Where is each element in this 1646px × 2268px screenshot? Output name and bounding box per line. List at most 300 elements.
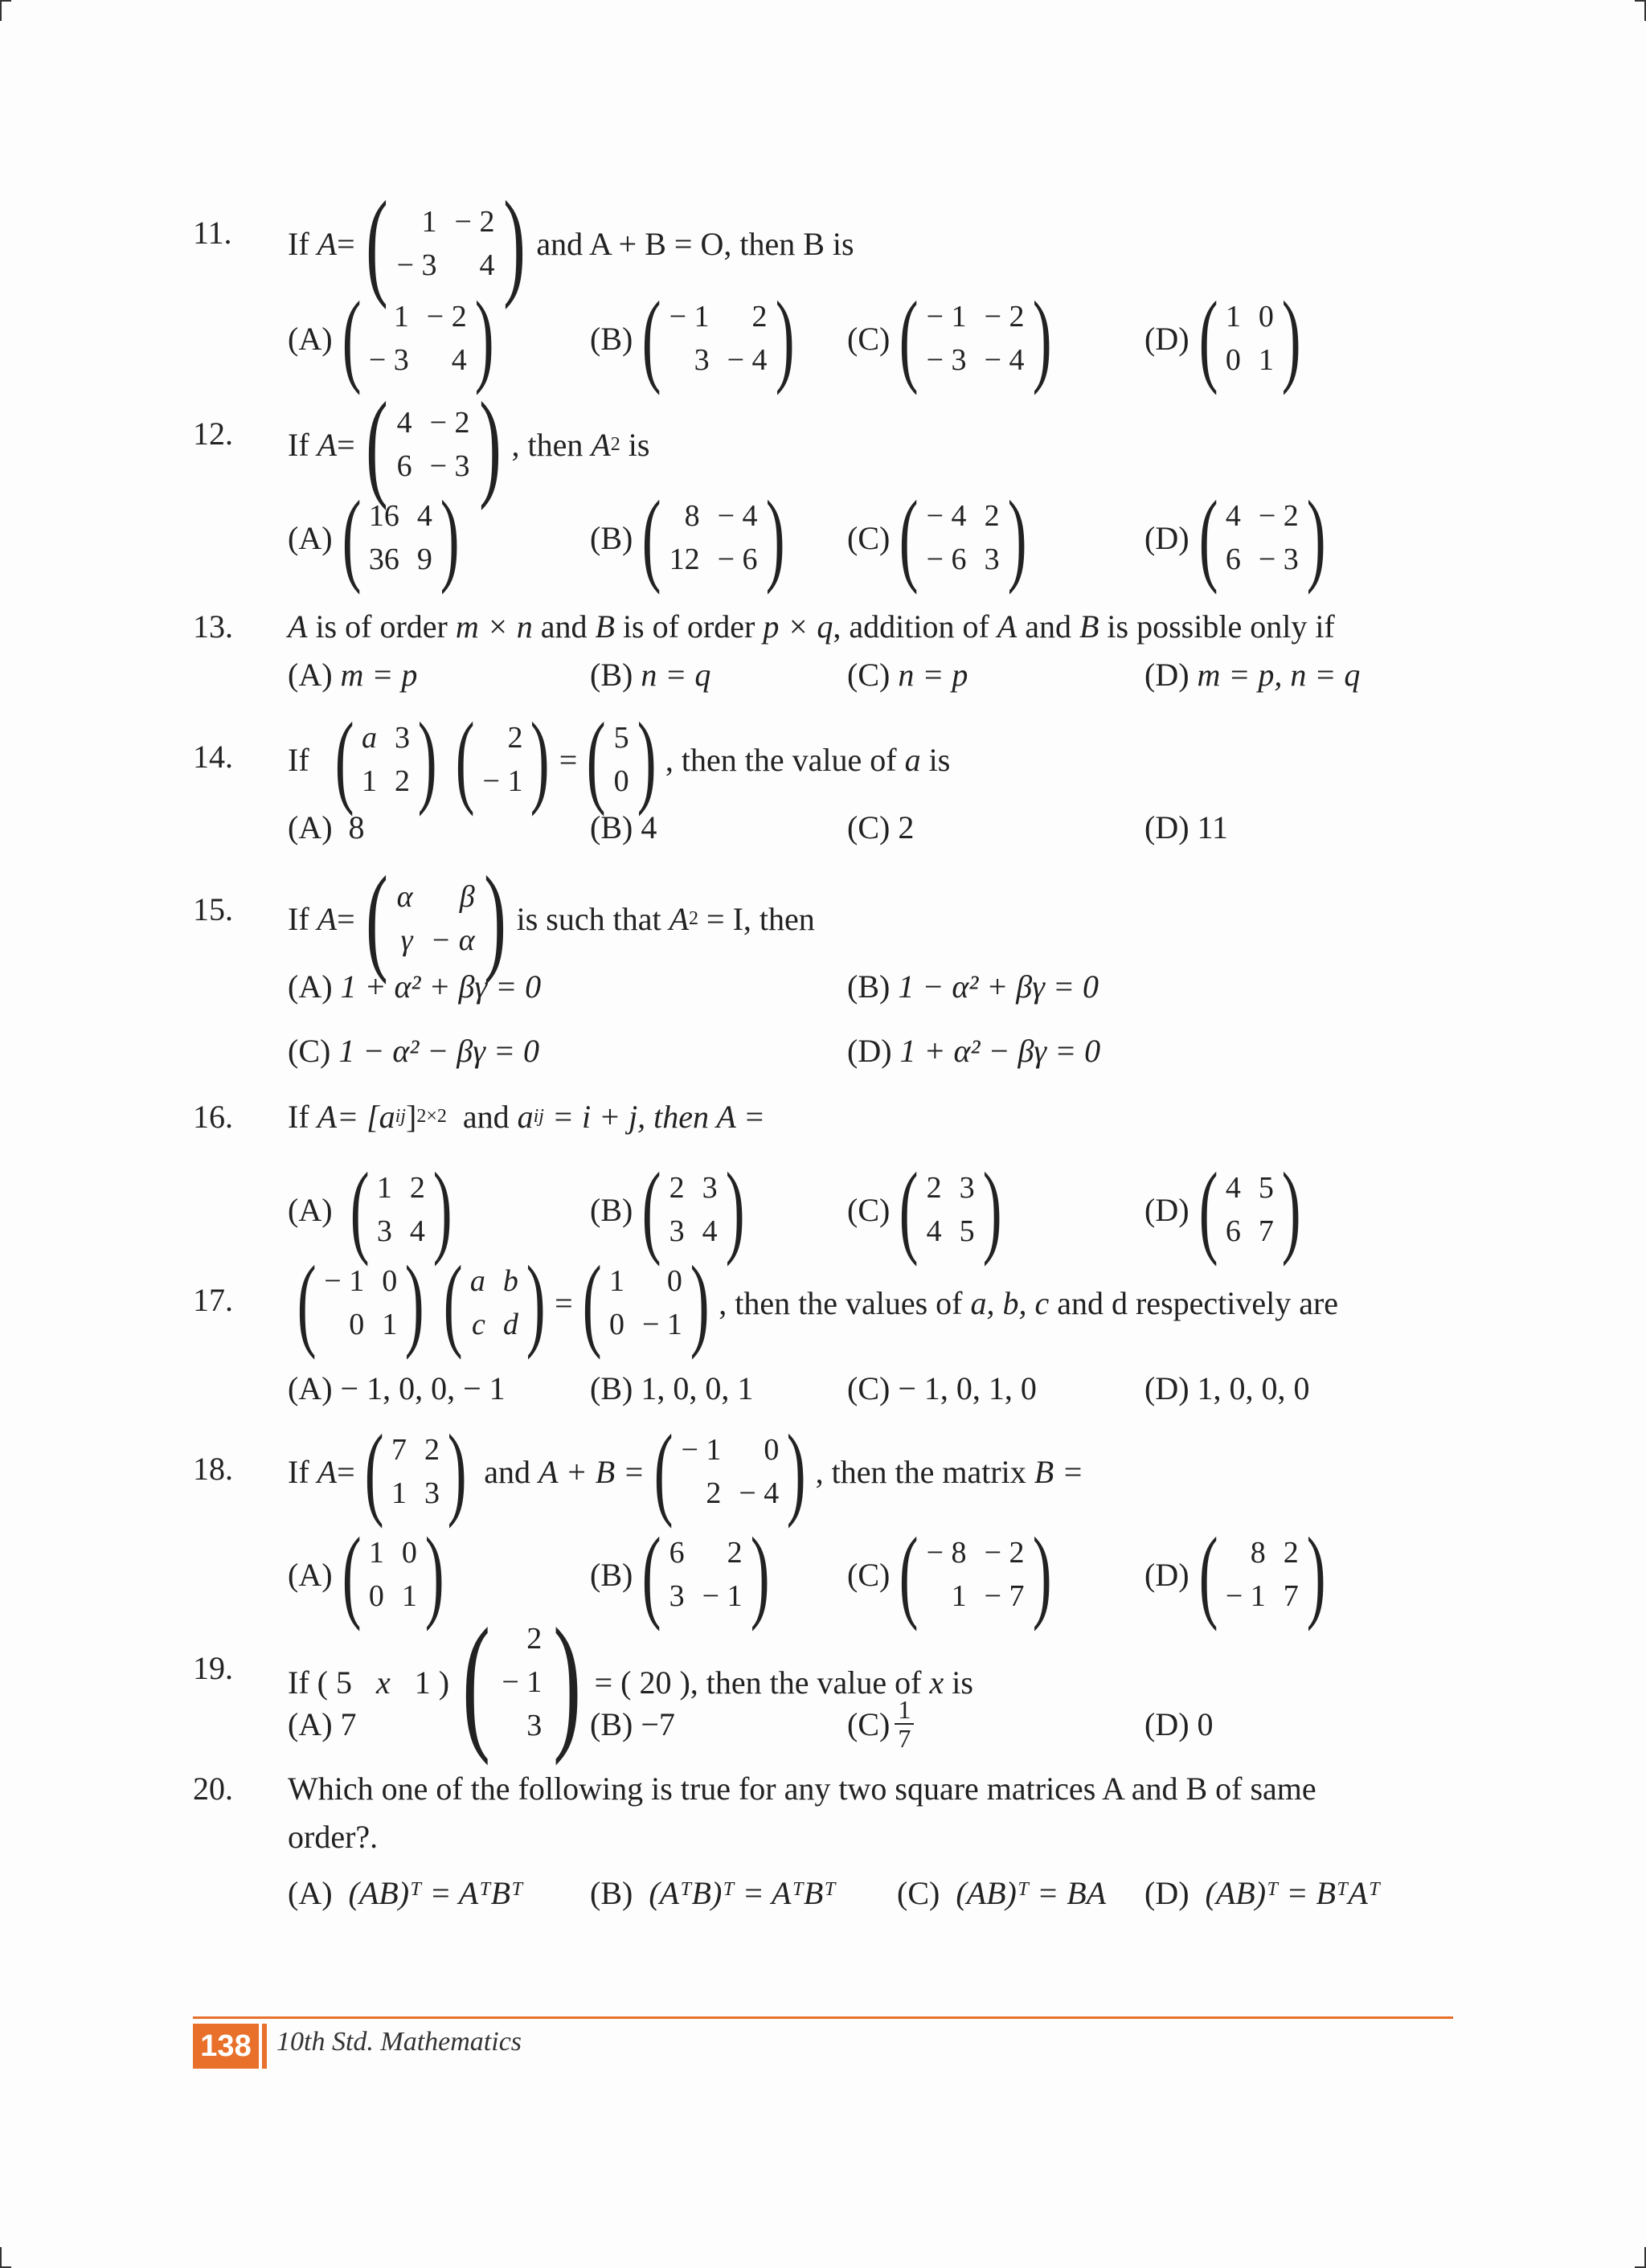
cell: 7 [1258, 1214, 1274, 1248]
question-tail: , then the values of [719, 1284, 963, 1321]
var-B: B [595, 608, 615, 645]
option-label: (B) [847, 968, 891, 1005]
option-value: (AᵀB)ᵀ = AᵀBᵀ [649, 1875, 836, 1911]
cell: − 1 [702, 1579, 743, 1613]
option-matrix: ( − 1 − 2 − 3 − 4 ) [899, 280, 1052, 396]
option-value: 1 − α² + βγ = 0 [898, 968, 1099, 1005]
option-value: 2 [898, 809, 915, 845]
option-a[interactable] [288, 280, 503, 396]
option-label: (C) [847, 1370, 891, 1406]
option-d[interactable] [1144, 1517, 1335, 1632]
cell: − 8 [926, 1536, 967, 1570]
cell: 2 [984, 499, 1000, 533]
if-word: If [288, 1099, 309, 1135]
cell: 4 [451, 343, 467, 377]
option-label: (B) [590, 320, 633, 357]
var-a: a [904, 741, 921, 778]
cell: − 2 [1258, 499, 1299, 533]
question-tail: , then [511, 426, 583, 463]
option-matrix: ( 1 − 2 − 3 4 ) [342, 280, 494, 396]
row-cell: x [375, 1664, 391, 1701]
option-value: 0 [1197, 1706, 1214, 1742]
option-d[interactable] [1144, 809, 1228, 846]
matrix-A: ( 1 − 2 − 3 4 ) [365, 177, 526, 310]
option-label: (B) [590, 1875, 633, 1911]
question-tail: is such that [516, 900, 661, 937]
cell: 5 [1258, 1171, 1274, 1205]
cell: 0 [349, 1308, 365, 1341]
question-number: 11. [193, 215, 232, 251]
if-word: If [288, 426, 309, 463]
var-A: A [591, 426, 611, 463]
text: is of order [622, 608, 755, 645]
cell: 4 [1225, 499, 1241, 533]
option-b[interactable] [590, 1369, 753, 1407]
option-label: (C) [847, 1556, 891, 1593]
order-mn: m × n [455, 608, 533, 645]
option-label: (D) [1144, 809, 1189, 845]
option-matrix: ( 16 4 36 9 ) [342, 480, 460, 596]
option-label: (A) [288, 1370, 333, 1406]
option-b[interactable] [590, 280, 804, 396]
option-a[interactable] [288, 1369, 506, 1407]
equals: = [337, 900, 355, 937]
cell: − 1 [502, 1665, 543, 1699]
matrix-1: ( a 3 1 2 ) [334, 702, 437, 817]
cell: − 4 [727, 343, 768, 377]
var-a: a [517, 1099, 534, 1135]
option-matrix: ( 1 0 0 1 ) [342, 1517, 444, 1632]
cell: − 4 [739, 1476, 780, 1510]
option-value: m = p [340, 657, 418, 693]
cell: 1 [391, 1476, 407, 1510]
cell: − 4 [926, 499, 967, 533]
cell: − 1 [324, 1264, 365, 1298]
option-value: n = p [898, 657, 968, 693]
cell: 2 [1283, 1536, 1299, 1570]
option-value: 1 − α² − βγ = 0 [338, 1033, 539, 1069]
question-tail: = i + j, then A = [551, 1099, 766, 1135]
option-label: (C) [288, 1033, 331, 1069]
option-c[interactable] [288, 1032, 539, 1070]
cell: − 7 [984, 1579, 1025, 1613]
question-text [288, 1414, 1084, 1529]
option-label: (C) [847, 519, 891, 556]
var-A: A [997, 608, 1017, 645]
option-matrix: ( 8 − 4 12 − 6 ) [642, 480, 785, 596]
option-c[interactable] [847, 1152, 1011, 1267]
option-label: (D) [1144, 320, 1189, 357]
cell: 3 [669, 1579, 685, 1613]
option-d[interactable] [1144, 480, 1335, 596]
is-word: is [952, 1664, 973, 1701]
option-label: (D) [847, 1033, 892, 1069]
option-a[interactable] [288, 809, 365, 846]
question-tail: , then the value of [665, 741, 897, 778]
option-d[interactable] [1144, 1874, 1380, 1912]
option-label: (C) [847, 809, 891, 845]
cell: 1 [401, 1579, 417, 1613]
option-b[interactable] [590, 1152, 754, 1267]
cell: 2 [507, 721, 523, 755]
option-label: (B) [590, 1556, 633, 1593]
question-number: 17. [193, 1282, 233, 1318]
cell: 3 [702, 1171, 718, 1205]
cell: 0 [368, 1579, 384, 1613]
cell: a [469, 1264, 485, 1298]
cell: − 3 [1258, 542, 1299, 576]
question-number: 16. [193, 1099, 233, 1135]
cell: − 2 [984, 1536, 1025, 1570]
cell: 7 [1283, 1579, 1299, 1613]
cell: − 1 [482, 764, 523, 798]
option-label: (A) [288, 519, 333, 556]
is-word: is [928, 741, 951, 778]
option-label: (A) [288, 809, 333, 845]
option-matrix: ( − 4 2 − 6 3 ) [899, 480, 1027, 596]
cell: 1 [361, 764, 377, 798]
cell: 0 [613, 764, 629, 798]
cell: 3 [694, 343, 710, 377]
option-b[interactable] [590, 656, 710, 694]
option-value: 4 [641, 809, 657, 845]
cell: 3 [984, 542, 1000, 576]
option-value: 8 [348, 809, 365, 845]
option-label: (A) [288, 968, 333, 1005]
option-b[interactable] [847, 968, 1099, 1005]
cell: 8 [1250, 1536, 1266, 1570]
text: , addition of [833, 608, 989, 645]
cell: − 3 [396, 248, 437, 282]
var-A: A [317, 900, 338, 937]
cell: − 1 [926, 300, 967, 334]
option-b[interactable] [590, 809, 657, 846]
matrix-2: ( 2 − 1 ) [455, 702, 551, 817]
cell: 5 [959, 1214, 975, 1248]
option-c[interactable] [847, 656, 968, 694]
question-text [288, 702, 951, 817]
option-label: (D) [1144, 1875, 1189, 1911]
option-b[interactable] [590, 1874, 836, 1912]
exponent: 2 [689, 907, 699, 929]
text: is possible only if [1107, 608, 1335, 645]
option-matrix: ( 4 5 6 7 ) [1198, 1152, 1301, 1267]
var-A: A [317, 1099, 338, 1135]
option-label: (A) [288, 1706, 333, 1742]
cell: 6 [1225, 1214, 1241, 1248]
question-text: If A = [a ij ] 2×2 and a ij = i + j, then A = [288, 1099, 766, 1135]
option-label: (C) [847, 1705, 891, 1742]
cell: 4 [479, 248, 495, 282]
column-matrix: ( 2 − 1 3 ) [462, 1598, 582, 1767]
cell: − 3 [368, 343, 409, 377]
option-value: 1 + α² + βγ = 0 [340, 968, 542, 1005]
option-value: 1, 0, 0, 1 [641, 1370, 754, 1406]
cell: 36 [368, 542, 399, 576]
cell: 2 [706, 1476, 722, 1510]
question-number: 13. [193, 608, 233, 645]
cell: 3 [376, 1214, 392, 1248]
subscript: ij [533, 1106, 544, 1127]
cell: 12 [669, 542, 700, 576]
cell: 0 [1225, 343, 1241, 377]
cell: 8 [684, 499, 700, 533]
var-A: A [669, 900, 690, 937]
cell: − 6 [926, 542, 967, 576]
close-paren: ) [438, 1664, 450, 1701]
cell: − 1 [1225, 1579, 1266, 1613]
text: and [1025, 608, 1071, 645]
option-value: 1 + α² − βγ = 0 [899, 1033, 1101, 1069]
option-d[interactable] [847, 1032, 1100, 1070]
cell: 4 [409, 1214, 425, 1248]
crop-mark-bottom-left-v [0, 2247, 2, 2268]
option-c[interactable] [847, 480, 1036, 596]
cell: 3 [394, 721, 410, 755]
cell: 1 [382, 1308, 398, 1341]
question-tail: , then the matrix [815, 1453, 1026, 1490]
option-d[interactable] [1144, 656, 1360, 694]
question-text [288, 852, 815, 985]
matrix-sum: ( − 1 0 2 − 4 ) [653, 1414, 806, 1529]
cell: 6 [1225, 542, 1241, 576]
option-c[interactable] [847, 809, 914, 846]
book-title: 10th Std. Mathematics [276, 2027, 522, 2057]
numerator: 1 [895, 1696, 914, 1725]
var-B: B [1079, 608, 1099, 645]
cell: 9 [416, 542, 432, 576]
option-matrix: ( 8 2 − 1 7 ) [1198, 1517, 1326, 1632]
cell: − 1 [681, 1433, 722, 1467]
order-pq: p × q [763, 608, 833, 645]
question-text [288, 1245, 1339, 1361]
option-value: −7 [641, 1706, 675, 1742]
var-A: A [288, 608, 308, 645]
option-matrix: ( 1 0 0 1 ) [1198, 280, 1301, 396]
cell: 7 [391, 1433, 407, 1467]
text: is of order [315, 608, 448, 645]
cell: 1 [368, 1536, 384, 1570]
cell: 1 [951, 1579, 967, 1613]
denominator: 7 [898, 1724, 911, 1753]
question-tail: = I, then [706, 900, 815, 937]
cell: − 6 [717, 542, 758, 576]
option-a[interactable] [288, 1705, 357, 1743]
option-a[interactable] [288, 656, 417, 694]
question-text-line1: Which one of the following is true for any two square matrices A and B of same [288, 1771, 1316, 1807]
cell: d [502, 1308, 518, 1341]
cell: 4 [702, 1214, 718, 1248]
footer-rule [193, 2016, 1453, 2019]
cell: 1 [376, 1171, 392, 1205]
option-d[interactable] [1144, 1705, 1214, 1743]
option-d[interactable] [1144, 280, 1310, 396]
option-label: (D) [1144, 1370, 1189, 1406]
option-label: (C) [847, 320, 891, 357]
option-label: (D) [1144, 1706, 1189, 1742]
matrix-A: ( α β γ − α ) [365, 852, 506, 985]
cell: − α [430, 923, 475, 957]
cell: 1 [393, 300, 409, 334]
option-value: (AB)ᵀ = AᵀBᵀ [348, 1875, 523, 1911]
option-label: (A) [288, 1191, 333, 1228]
cell: 0 [1258, 300, 1274, 334]
option-value: (AB)ᵀ = BᵀAᵀ [1205, 1875, 1381, 1911]
variables: a, b, c [970, 1284, 1050, 1321]
option-label: (C) [847, 657, 891, 693]
cell: 2 [394, 764, 410, 798]
option-matrix: ( − 8 − 2 1 − 7 ) [899, 1517, 1052, 1632]
text: and [540, 608, 588, 645]
cell: b [502, 1264, 518, 1298]
question-number: 12. [193, 416, 233, 452]
cell: 0 [401, 1536, 417, 1570]
question-number: 18. [193, 1451, 233, 1487]
cell: 2 [409, 1171, 425, 1205]
option-label: (B) [590, 519, 633, 556]
option-label: (C) [897, 1875, 940, 1911]
cell: 0 [764, 1433, 780, 1467]
option-c[interactable] [847, 1696, 914, 1752]
fraction [895, 1696, 914, 1752]
matrix-1: ( − 1 0 0 1 ) [297, 1245, 424, 1361]
cell: − 4 [717, 499, 758, 533]
is-word: is [628, 426, 650, 463]
cell: 6 [669, 1536, 685, 1570]
matrix-A: ( 4 − 2 6 − 3 ) [365, 378, 502, 511]
question-text [288, 608, 1335, 645]
option-matrix: ( 2 3 3 4 ) [642, 1152, 745, 1267]
matrix-3: ( 1 0 0 − 1 ) [582, 1245, 710, 1361]
option-d[interactable] [1144, 1152, 1310, 1267]
cell: − 3 [429, 449, 470, 483]
subscript: ij [395, 1106, 406, 1127]
option-label: (B) [590, 809, 633, 845]
cell: − 2 [429, 406, 470, 440]
option-label: (C) [847, 1191, 891, 1228]
option-value: − 1, 0, 0, − 1 [340, 1370, 506, 1406]
option-value: − 1, 0, 1, 0 [898, 1370, 1037, 1406]
option-label: (B) [590, 1191, 633, 1228]
cell: a [361, 721, 377, 755]
row-cell: 1 [414, 1664, 431, 1701]
cell: 0 [382, 1264, 398, 1298]
cell: 4 [926, 1214, 942, 1248]
var-B: B = [1034, 1453, 1084, 1490]
option-a[interactable] [288, 1874, 523, 1912]
exponent: 2 [610, 433, 620, 455]
cell: 16 [368, 499, 399, 533]
option-c[interactable] [897, 1874, 1106, 1912]
equals: = [559, 741, 578, 778]
cell: 2 [669, 1171, 685, 1205]
option-a[interactable] [288, 480, 469, 596]
option-label: (D) [1144, 657, 1189, 693]
cell: 3 [669, 1214, 685, 1248]
cell: 4 [416, 499, 432, 533]
cell: 1 [608, 1264, 624, 1298]
option-label: (D) [1144, 519, 1189, 556]
cell: 3 [424, 1476, 440, 1510]
option-d[interactable] [1144, 1369, 1310, 1407]
text: and [462, 1099, 510, 1135]
option-b[interactable] [590, 480, 794, 596]
subscript-order: 2×2 [416, 1106, 447, 1127]
option-c[interactable] [847, 1369, 1037, 1407]
question-number: 14. [193, 739, 233, 775]
option-c[interactable] [847, 280, 1061, 396]
var-x: x [929, 1664, 944, 1701]
sum-expr: A + B = [538, 1453, 645, 1490]
option-value: 1, 0, 0, 0 [1197, 1370, 1310, 1406]
option-value: m = p, n = q [1197, 657, 1361, 693]
cell: 4 [396, 406, 412, 440]
cell: β [459, 880, 475, 914]
option-value: (AB)ᵀ = BA [956, 1875, 1107, 1911]
cell: 1 [1258, 343, 1274, 377]
cell: − 1 [669, 300, 710, 334]
cell: − 3 [926, 343, 967, 377]
cell: 2 [526, 1622, 543, 1656]
if-word: If [288, 741, 309, 778]
equals: = [337, 1453, 355, 1490]
option-label: (A) [288, 1556, 333, 1593]
cell: 3 [526, 1709, 543, 1742]
equals: = [337, 225, 355, 262]
text: and [484, 1453, 530, 1490]
question-text-line2: order?. [288, 1819, 379, 1855]
option-label: (A) [288, 1875, 333, 1911]
cell: 0 [666, 1264, 682, 1298]
crop-mark-top-left-h [0, 0, 11, 2]
var-A: A [317, 426, 338, 463]
page-number: 138 [193, 2024, 259, 2069]
option-value: 11 [1197, 809, 1229, 845]
equals: = [337, 426, 355, 463]
option-label: (D) [1144, 1191, 1189, 1228]
option-label: (D) [1144, 1556, 1189, 1593]
question-tail: and A + B = O, then B is [536, 225, 854, 262]
crop-mark-top-left-v [0, 0, 2, 21]
page-number-bar [262, 2024, 267, 2069]
option-label: (B) [590, 1706, 633, 1742]
var-A: A [317, 1453, 338, 1490]
cell: − 2 [426, 300, 467, 334]
cell: − 2 [984, 300, 1025, 334]
cell: α [396, 880, 413, 914]
cell: 2 [751, 300, 768, 334]
option-b[interactable] [590, 1705, 675, 1743]
question-number: 19. [193, 1650, 233, 1686]
if-word: If [288, 225, 309, 262]
question-tail: and d respectively are [1057, 1284, 1339, 1321]
cell: 6 [396, 449, 412, 483]
cell: 2 [727, 1536, 743, 1570]
cell: − 1 [641, 1308, 682, 1341]
var-A: A [317, 225, 338, 262]
if-paren: If ( [288, 1664, 328, 1701]
matrix-2: ( a b c d ) [443, 1245, 546, 1361]
cell: 2 [424, 1433, 440, 1467]
cell: 0 [608, 1308, 624, 1341]
cell: 1 [1225, 300, 1241, 334]
option-value: n = q [641, 657, 711, 693]
if-word: If [288, 1453, 309, 1490]
equals: = [555, 1284, 573, 1321]
option-label: (B) [590, 657, 633, 693]
option-label: (A) [288, 320, 333, 357]
option-a[interactable] [288, 968, 541, 1005]
